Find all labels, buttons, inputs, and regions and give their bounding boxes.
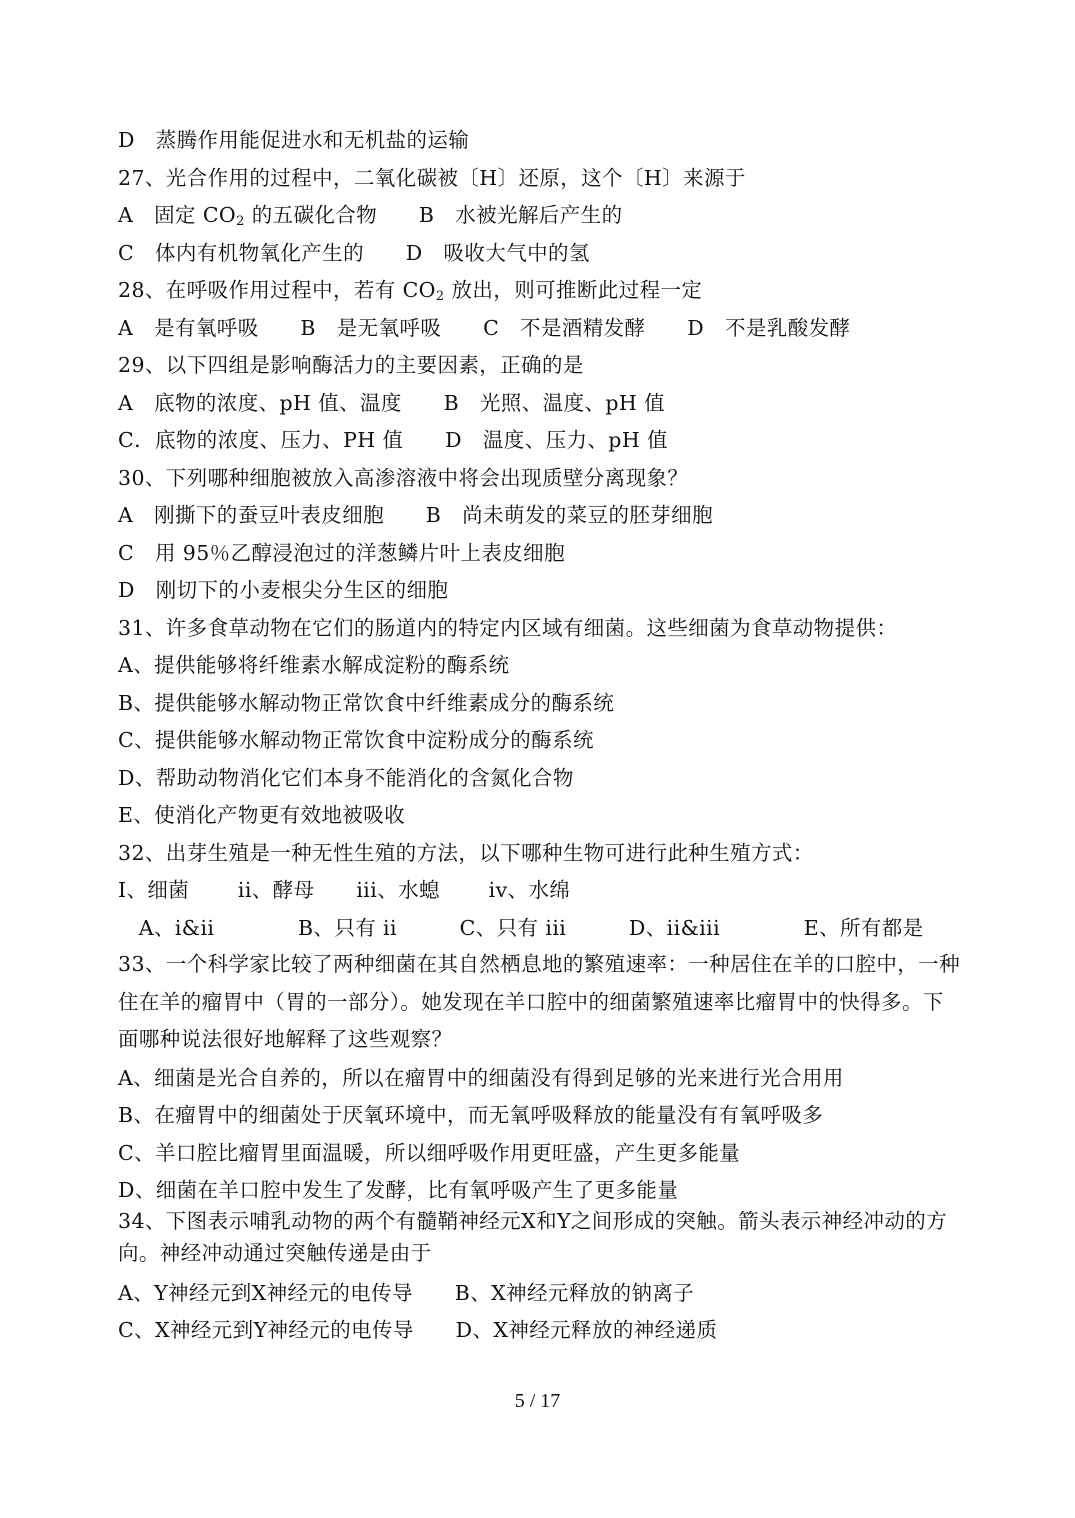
question-27-options-cd: C 体内有机物氧化产生的 D 吸收大气中的氢 bbox=[118, 241, 590, 265]
question-33-option-c: C、羊口腔比瘤胃里面温暖，所以细呼吸作用更旺盛，产生更多能量 bbox=[118, 1141, 741, 1165]
question-31-option-d: D、帮助动物消化它们本身不能消化的含氮化合物 bbox=[118, 766, 574, 790]
question-31-option-b: B、提供能够水解动物正常饮食中纤维素成分的酶系统 bbox=[118, 691, 615, 715]
question-34-options-cd: C、X神经元到Y神经元的电传导 D、X神经元释放的神经递质 bbox=[118, 1318, 718, 1342]
q28-suffix: 放出，则可推断此过程一定 bbox=[444, 278, 703, 302]
question-31-option-e: E、使消化产物更有效地被吸收 bbox=[118, 803, 406, 827]
q27-a-prefix: A 固定 CO bbox=[118, 203, 237, 227]
question-33-option-b: B、在瘤胃中的细菌处于厌氧环境中，而无氧呼吸释放的能量没有有氧呼吸多 bbox=[118, 1103, 824, 1127]
question-34-options-ab: A、Y神经元到X神经元的电传导 B、X神经元释放的钠离子 bbox=[118, 1281, 695, 1305]
question-30-option-d: D 刚切下的小麦根尖分生区的细胞 bbox=[118, 578, 449, 602]
question-27-stem: 27、光合作用的过程中，二氧化碳被〔H〕还原，这个〔H〕来源于 bbox=[118, 166, 746, 190]
q27-a-subscript: 2 bbox=[236, 214, 245, 229]
question-33-option-a: A、细菌是光合自养的，所以在瘤胃中的细菌没有得到足够的光来进行光合用用 bbox=[118, 1066, 844, 1090]
question-29-stem: 29、以下四组是影响酶活力的主要因素，正确的是 bbox=[118, 353, 584, 377]
question-32-items: I、细菌 ii、酵母 iii、水螅 iv、水绵 bbox=[118, 878, 571, 902]
question-32-stem: 32、出芽生殖是一种无性生殖的方法，以下哪种生物可进行此种生殖方式： bbox=[118, 841, 814, 865]
question-31-stem: 31、许多食草动物在它们的肠道内的特定内区域有细菌。这些细菌为食草动物提供： bbox=[118, 616, 898, 640]
question-27-options-ab bbox=[118, 200, 622, 230]
question-34-stem: 34、下图表示哺乳动物的两个有髓鞘神经元X和Y之间形成的突触。箭头表示神经冲动的方向。神经冲动通过突触传递是由于 bbox=[118, 1209, 948, 1265]
question-33-option-d: D、细菌在羊口腔中发生了发酵，比有氧呼吸产生了更多能量 bbox=[118, 1178, 679, 1202]
question-30-option-c: C 用 95％乙醇浸泡过的洋葱鳞片叶上表皮细胞 bbox=[118, 541, 565, 565]
q28-prefix: 28、在呼吸作用过程中，若有 CO bbox=[118, 278, 436, 302]
question-30-options-ab: A 刚撕下的蚕豆叶表皮细胞 B 尚未萌发的菜豆的胚芽细胞 bbox=[118, 503, 713, 527]
question-29-options-ab: A 底物的浓度、pH 值、温度 B 光照、温度、pH 值 bbox=[118, 391, 666, 415]
question-31-option-a: A、提供能够将纤维素水解成淀粉的酶系统 bbox=[118, 653, 510, 677]
question-28-stem bbox=[118, 275, 702, 305]
page-number: 5 / 17 bbox=[514, 1390, 561, 1412]
question-29-options-cd: C．底物的浓度、压力、PH 值 D 温度、压力、pH 值 bbox=[118, 428, 668, 452]
question-31-option-c: C、提供能够水解动物正常饮食中淀粉成分的酶系统 bbox=[118, 728, 594, 752]
question-33-stem: 33、一个科学家比较了两种细菌在其自然栖息地的繁殖速率：一种居住在羊的口腔中，一种住在羊的瘤胃中（胃的一部分）。她发现在羊口腔中的细菌繁殖速率比瘤胃中的快得多。下面哪种说法很好地解释了这些观察？ bbox=[118, 952, 960, 1051]
question-30-stem: 30、下列哪种细胞被放入高渗溶液中将会出现质壁分离现象？ bbox=[118, 466, 689, 490]
question-28-options: A 是有氧呼吸 B 是无氧呼吸 C 不是酒精发酵 D 不是乳酸发酵 bbox=[118, 316, 851, 340]
q28-subscript: 2 bbox=[435, 289, 445, 304]
question-26-option-d: D 蒸腾作用能促进水和无机盐的运输 bbox=[118, 128, 470, 152]
q27-a-suffix: 的五碳化合物 B 水被光解后产生的 bbox=[244, 203, 623, 227]
question-32-options: A、i&ii B、只有 ii C、只有 iii D、ii&iii E、所有都是 bbox=[118, 916, 924, 940]
